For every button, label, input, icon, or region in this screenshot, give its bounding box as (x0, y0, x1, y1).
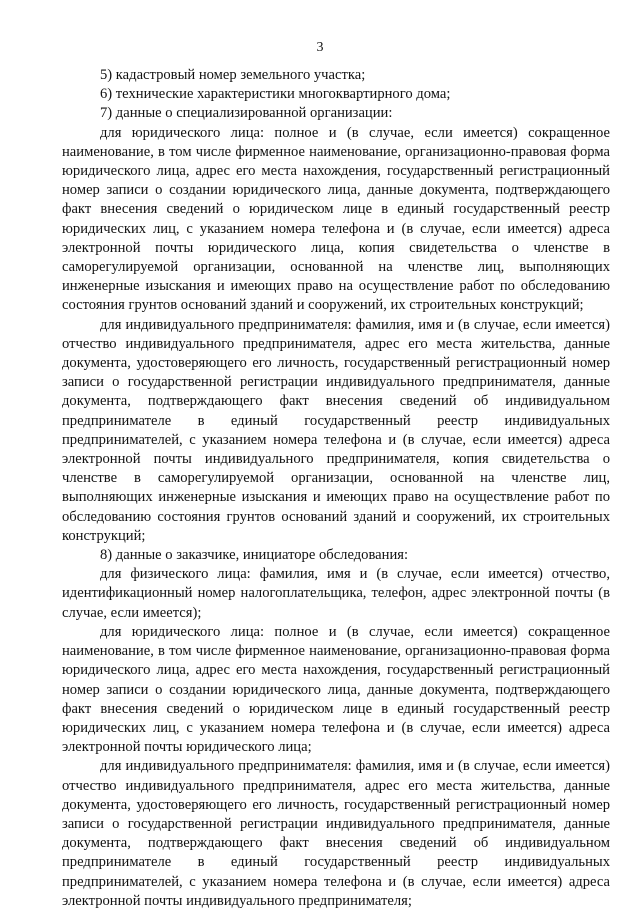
paragraph-legal-entity-organization: для юридического лица: полное и (в случае, если имеется) сокращенное наименование, в том числе фирменное наименование, организационно-правовая форма юридического лица, адрес его места нахождения, государственный регистрационный номер записи о создании юридического лица, данные документа, подтверждающего факт внесения сведений о юридическом лице в единый государственный реестр юридических лиц, с указанием номера телефона и (в случае, если имеется) адреса электронной почты юридического лица, копия свидетельства о членстве в саморегулируемой организации, основанной на членстве лиц, выполняющих инженерные изыскания и имеющих право на осуществление работ по обследованию состояния грунтов оснований зданий и сооружений, их строительных конструкций; (62, 124, 610, 314)
paragraph-entrepreneur-organization: для индивидуального предпринимателя: фамилия, имя и (в случае, если имеется) отчество индивидуального предпринимателя, адрес его места жительства, данные документа, удостоверяющего его личность, государственный регистрационный номер записи о государственной регистрации индивидуального предпринимателя, данные документа, подтверждающего факт внесения сведений об индивидуальном предпринимателе в единый государственный реестр индивидуальных предпринимателей, с указанием номера телефона и (в случае, если имеется) адреса электронной почты индивидуального предпринимателя, копия свидетельства о членстве в саморегулируемой организации, основанной на членстве лиц, выполняющих инженерные изыскания и имеющих право на осуществление работ по обследованию состояния грунтов оснований зданий и сооружений, их строительных конструкций; (62, 316, 610, 544)
paragraph-item-5: 5) кадастровый номер земельного участка; (100, 67, 366, 83)
page-number: 3 (316, 40, 324, 55)
paragraph-individual-customer: для физического лица: фамилия, имя и (в случае, если имеется) отчество, идентификационный номер налогоплательщика, телефон, адрес электронной почты (в случае, если имеется); (62, 566, 610, 621)
paragraph-item-8: 8) данные о заказчике, инициаторе обследования: (100, 547, 409, 564)
paragraph-item-7: 7) данные о специализированной организации: (100, 105, 393, 122)
paragraph-item-6: 6) технические характеристики многоквартирного дома; (100, 86, 451, 103)
paragraph-entrepreneur-customer: для индивидуального предпринимателя: фамилия, имя и (в случае, если имеется) отчество индивидуального предпринимателя, адрес его места жительства, данные документа, удостоверяющего его личность, государственный регистрационный номер записи о государственной регистрации индивидуального предпринимателя, данные документа, подтверждающего факт внесения сведений об индивидуальном предпринимателе в единый государственный реестр индивидуальных предпринимателей, с указанием номера телефона и (в случае, если имеется) адреса электронной почты индивидуального предпринимателя; (62, 758, 610, 909)
paragraph-legal-entity-customer: для юридического лица: полное и (в случае, если имеется) сокращенное наименование, в том числе фирменное наименование, организационно-правовая форма юридического лица, адрес его места нахождения, государственный регистрационный номер записи о создании юридического лица, данные документа, подтверждающего факт внесения сведений о юридическом лице в единый государственный реестр юридических лиц, с указанием номера телефона и (в случае, если имеется) адреса электронной почты юридического лица; (62, 623, 610, 756)
document-body (62, 66, 610, 911)
